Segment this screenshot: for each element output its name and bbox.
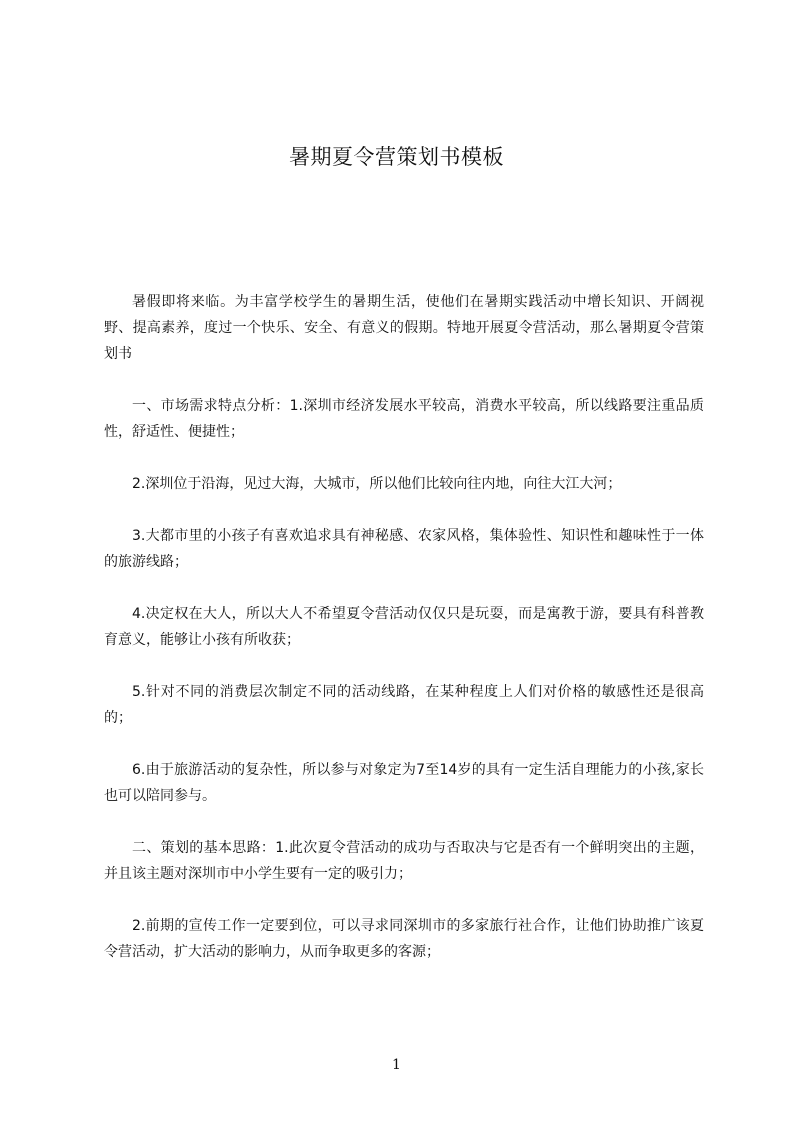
paragraph-basic-approach-1: 二、策划的基本思路：1.此次夏令营活动的成功与否取决与它是否有一个鲜明突出的主题，并且该主题对深圳市中小学生要有一定的吸引力； [104,840,704,882]
document-title: 暑期夏令营策划书模板 [289,145,504,169]
paragraph-basic-approach-2: 2.前期的宣传工作一定要到位，可以寻求同深圳市的多家旅行社合作，让他们协助推广该夏令营活动，扩大活动的影响力，从而争取更多的客源； [104,918,704,960]
page-number: 1 [392,1057,401,1073]
document-body [104,289,704,991]
paragraph-intro: 暑假即将来临。为丰富学校学生的暑期生活，使他们在暑期实践活动中增长知识、开阔视野、提高素养，度过一个快乐、安全、有意义的假期。特地开展夏令营活动，那么暑期夏令营策划书 [104,294,704,362]
paragraph-market-analysis-3: 3.大都市里的小孩子有喜欢追求具有神秘感、农家风格，集体验性、知识性和趣味性于一体的旅游线路； [104,528,704,570]
paragraph-market-analysis-1: 一、市场需求特点分析：1.深圳市经济发展水平较高，消费水平较高，所以线路要注重品质性，舒适性、便捷性； [104,398,704,440]
paragraph-market-analysis-6: 6.由于旅游活动的复杂性，所以参与对象定为7至14岁的具有一定生活自理能力的小孩,家长也可以陪同参与。 [104,762,704,804]
paragraph-market-analysis-4: 4.决定权在大人，所以大人不希望夏令营活动仅仅只是玩耍，而是寓教于游，要具有科普教育意义，能够让小孩有所收获； [104,606,704,648]
paragraph-market-analysis-2: 2.深圳位于沿海，见过大海，大城市，所以他们比较向往内地，向往大江大河； [132,476,622,492]
paragraph-market-analysis-5: 5.针对不同的消费层次制定不同的活动线路，在某种程度上人们对价格的敏感性还是很高的； [104,684,704,726]
